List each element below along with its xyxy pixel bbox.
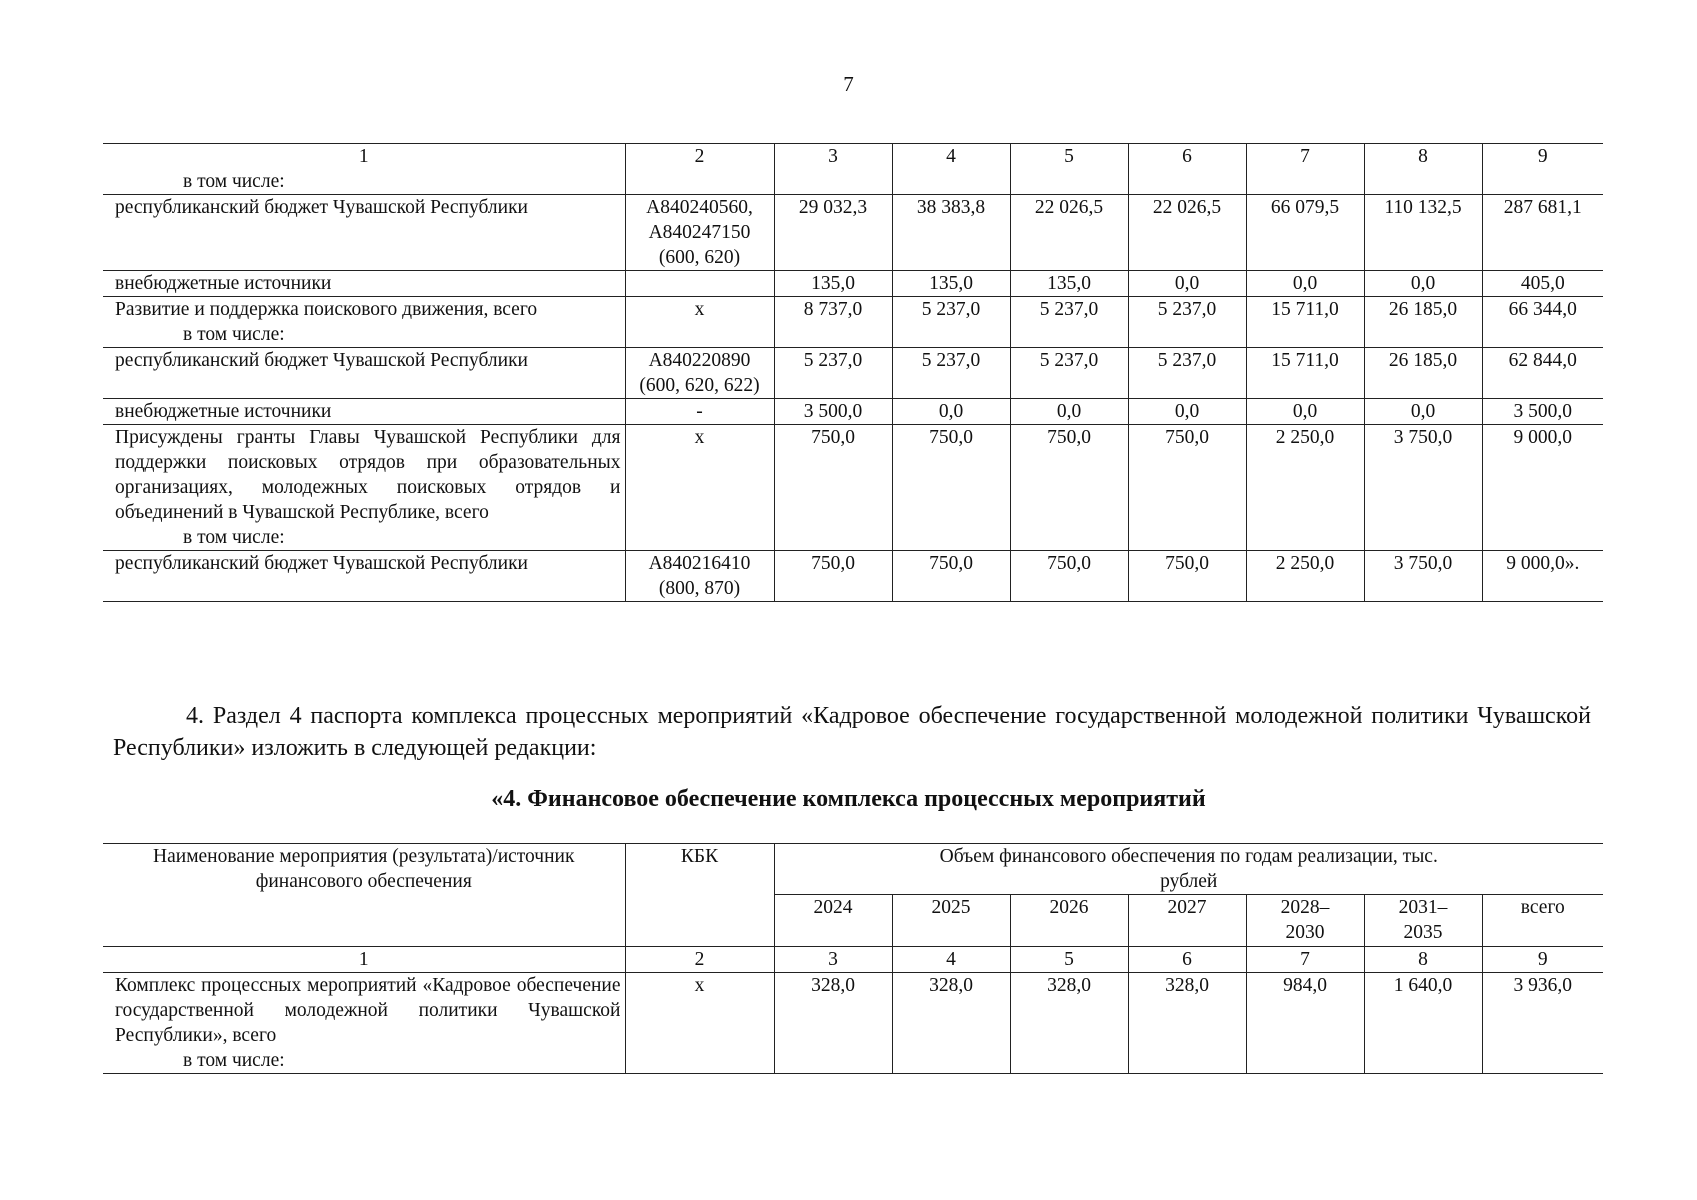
value-cell: 15 711,0	[1246, 297, 1364, 348]
column-number: 8	[1364, 947, 1482, 973]
column-number: 3	[774, 947, 892, 973]
value-cell: 110 132,5	[1364, 195, 1482, 271]
value-cell: 9 000,0».	[1482, 551, 1603, 602]
year-header: 2028– 2030	[1246, 895, 1364, 947]
kbk-cell: x	[625, 973, 774, 1074]
row-name: Комплекс процессных мероприятий «Кадровое обеспечение государственной молодежной политики Чувашской Республики», всего в том числе:	[103, 973, 625, 1074]
value-cell: 5 237,0	[1010, 348, 1128, 399]
kbk-cell: А840240560, А840247150 (600, 620)	[625, 195, 774, 271]
value-cell: 750,0	[774, 551, 892, 602]
value-cell: 750,0	[774, 425, 892, 551]
value-cell: 3 500,0	[1482, 399, 1603, 425]
value-cell: 328,0	[1010, 973, 1128, 1074]
row-name: Развитие и поддержка поискового движения, всего в том числе:	[103, 297, 625, 348]
value-cell: 750,0	[892, 425, 1010, 551]
table-row	[103, 425, 1603, 551]
value-cell: 135,0	[774, 271, 892, 297]
value-cell: 3 936,0	[1482, 973, 1603, 1074]
value-cell: 26 185,0	[1364, 348, 1482, 399]
value-cell: 0,0	[1010, 399, 1128, 425]
value-cell: 0,0	[1246, 271, 1364, 297]
value-cell: 1 640,0	[1364, 973, 1482, 1074]
volume-group-header: Объем финансового обеспечения по годам реализации, тыс. рублей	[774, 844, 1603, 895]
value-cell: 2 250,0	[1246, 551, 1364, 602]
table-row	[103, 348, 1603, 399]
kbk-cell: x	[625, 425, 774, 551]
column-number: 6	[1128, 947, 1246, 973]
column-number: 3	[774, 144, 892, 170]
column-number: 9	[1482, 947, 1603, 973]
value-cell: 62 844,0	[1482, 348, 1603, 399]
value-cell: 0,0	[1246, 399, 1364, 425]
table-row	[103, 169, 1603, 195]
value-cell: 135,0	[1010, 271, 1128, 297]
row-name: республиканский бюджет Чувашской Республики	[103, 551, 625, 602]
value-cell: 328,0	[892, 973, 1010, 1074]
value-cell: 22 026,5	[1010, 195, 1128, 271]
value-cell	[1364, 169, 1482, 195]
financing-table-continued	[103, 143, 1603, 602]
value-cell	[1246, 169, 1364, 195]
kbk-cell	[625, 271, 774, 297]
value-cell: 38 383,8	[892, 195, 1010, 271]
year-header: 2024	[774, 895, 892, 947]
value-cell: 0,0	[1364, 271, 1482, 297]
value-cell: 328,0	[774, 973, 892, 1074]
value-cell: 328,0	[1128, 973, 1246, 1074]
value-cell: 750,0	[1010, 551, 1128, 602]
value-cell: 66 079,5	[1246, 195, 1364, 271]
column-number: 1	[103, 144, 625, 170]
column-number-row	[103, 144, 1603, 170]
value-cell: 0,0	[1128, 271, 1246, 297]
value-cell	[1010, 169, 1128, 195]
value-cell: 5 237,0	[892, 297, 1010, 348]
table-row	[103, 297, 1603, 348]
value-cell	[892, 169, 1010, 195]
value-cell: 0,0	[1364, 399, 1482, 425]
value-cell	[1482, 169, 1603, 195]
value-cell: 66 344,0	[1482, 297, 1603, 348]
column-number: 6	[1128, 144, 1246, 170]
value-cell: 984,0	[1246, 973, 1364, 1074]
row-name: в том числе:	[103, 169, 625, 195]
value-cell: 5 237,0	[1128, 348, 1246, 399]
col-kbk-header: КБК	[625, 844, 774, 947]
value-cell: 9 000,0	[1482, 425, 1603, 551]
value-cell: 750,0	[1128, 425, 1246, 551]
value-cell: 5 237,0	[1128, 297, 1246, 348]
value-cell: 8 737,0	[774, 297, 892, 348]
year-header: всего	[1482, 895, 1603, 947]
year-header: 2026	[1010, 895, 1128, 947]
year-header: 2031– 2035	[1364, 895, 1482, 947]
value-cell: 3 750,0	[1364, 551, 1482, 602]
row-name: республиканский бюджет Чувашской Республики	[103, 348, 625, 399]
row-name: Присуждены гранты Главы Чувашской Республики для поддержки поисковых отрядов при образовательных организациях, молодежных поисковых отрядов и объединений в Чувашской Республике, всего в том числе:	[103, 425, 625, 551]
column-number: 4	[892, 947, 1010, 973]
column-number: 9	[1482, 144, 1603, 170]
column-number: 7	[1246, 144, 1364, 170]
value-cell: 22 026,5	[1128, 195, 1246, 271]
value-cell: 0,0	[892, 399, 1010, 425]
col-name-header: Наименование мероприятия (результата)/источник финансового обеспечения	[103, 844, 625, 947]
section-heading: «4. Финансовое обеспечение комплекса процессных мероприятий	[491, 786, 1206, 812]
column-number: 7	[1246, 947, 1364, 973]
column-number: 8	[1364, 144, 1482, 170]
page-number: 7	[843, 72, 854, 96]
value-cell: 0,0	[1128, 399, 1246, 425]
column-number: 1	[103, 947, 625, 973]
column-number: 5	[1010, 947, 1128, 973]
kbk-cell	[625, 169, 774, 195]
value-cell: 5 237,0	[892, 348, 1010, 399]
value-cell: 287 681,1	[1482, 195, 1603, 271]
year-header: 2025	[892, 895, 1010, 947]
column-number: 2	[625, 144, 774, 170]
table-row	[103, 551, 1603, 602]
table-row	[103, 399, 1603, 425]
value-cell: 750,0	[1010, 425, 1128, 551]
financing-table-section-4	[103, 843, 1603, 1074]
value-cell: 15 711,0	[1246, 348, 1364, 399]
column-number: 2	[625, 947, 774, 973]
kbk-cell: x	[625, 297, 774, 348]
value-cell: 3 750,0	[1364, 425, 1482, 551]
year-header: 2027	[1128, 895, 1246, 947]
value-cell: 3 500,0	[774, 399, 892, 425]
value-cell: 135,0	[892, 271, 1010, 297]
value-cell: 750,0	[1128, 551, 1246, 602]
value-cell: 750,0	[892, 551, 1010, 602]
row-name: внебюджетные источники	[103, 271, 625, 297]
value-cell: 29 032,3	[774, 195, 892, 271]
column-number: 4	[892, 144, 1010, 170]
value-cell: 405,0	[1482, 271, 1603, 297]
column-number: 5	[1010, 144, 1128, 170]
row-name: внебюджетные источники	[103, 399, 625, 425]
value-cell: 5 237,0	[1010, 297, 1128, 348]
kbk-cell: А840220890 (600, 620, 622)	[625, 348, 774, 399]
table-row	[103, 271, 1603, 297]
value-cell: 2 250,0	[1246, 425, 1364, 551]
table-row	[103, 195, 1603, 271]
kbk-cell: А840216410 (800, 870)	[625, 551, 774, 602]
value-cell: 5 237,0	[774, 348, 892, 399]
row-name: республиканский бюджет Чувашской Республики	[103, 195, 625, 271]
kbk-cell: -	[625, 399, 774, 425]
amendment-paragraph: 4. Раздел 4 паспорта комплекса процессных мероприятий «Кадровое обеспечение государственной молодежной политики Чувашской Республики» изложить в следующей редакции:	[113, 703, 1591, 761]
value-cell	[774, 169, 892, 195]
value-cell: 26 185,0	[1364, 297, 1482, 348]
value-cell	[1128, 169, 1246, 195]
